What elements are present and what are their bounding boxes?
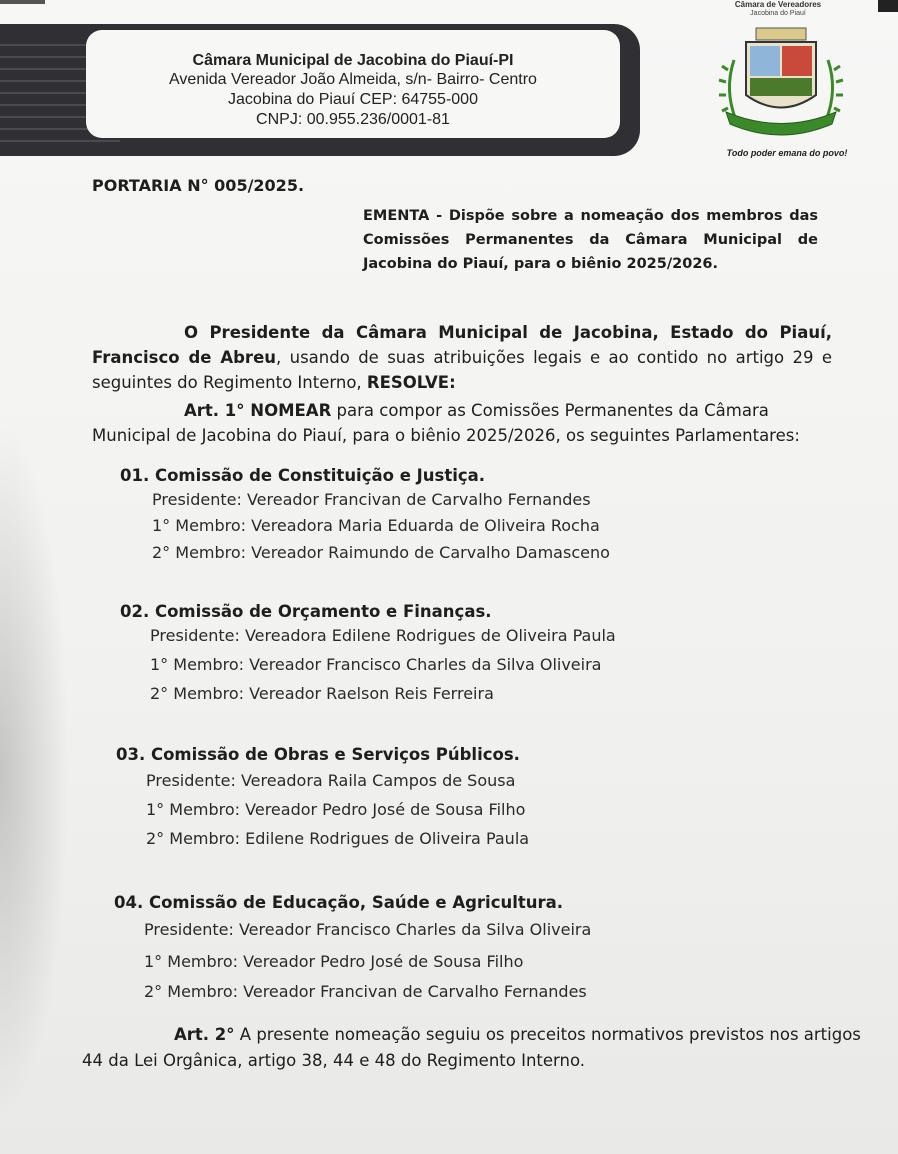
commission-member: 2° Membro: Vereador Raelson Reis Ferreira [150, 684, 494, 703]
institution-cnpj: CNPJ: 00.955.236/0001-81 [256, 111, 450, 128]
ementa: EMENTA - Dispõe sobre a nomeação dos membros das Comissões Permanentes da Câmara Municipal de Jacobina do Piauí, para o biênio 2025/2026. [363, 208, 818, 272]
commission-title: 04. Comissão de Educação, Saúde e Agricultura. [114, 893, 564, 912]
crest-subtitle: Jacobina do Piauí [750, 10, 806, 17]
commission-member: 2° Membro: Vereador Raimundo de Carvalho Damasceno [152, 543, 610, 562]
commission-member: 1° Membro: Vereador Francisco Charles da Silva Oliveira [150, 655, 602, 674]
laurel-left [719, 60, 736, 120]
article-1-label: Art. 1° NOMEAR [184, 401, 332, 420]
commission-member: Presidente: Vereadora Raila Campos de Sousa [146, 771, 516, 790]
page-shadow [0, 420, 70, 1120]
institution-city: Jacobina do Piauí CEP: 64755-000 [228, 91, 478, 108]
laurel-right [826, 60, 843, 120]
commission-member: 2° Membro: Vereador Francivan de Carvalho Fernandes [144, 982, 587, 1001]
commission-member: 1° Membro: Vereador Pedro José de Sousa Filho [144, 952, 524, 971]
preamble-bold: O Presidente da Câmara Municipal de Jacobina, Estado do Piauí, [184, 323, 832, 342]
coat-of-arms-icon [706, 0, 856, 165]
institution-name: Câmara Municipal de Jacobina do Piauí-PI [192, 52, 514, 69]
commission-member: Presidente: Vereadora Edilene Rodrigues de Oliveira Paula [150, 626, 616, 645]
commission-member: 1° Membro: Vereadora Maria Eduarda de Oliveira Rocha [152, 516, 600, 535]
institution-address: Avenida Vereador João Almeida, s/n- Bairro- Centro [169, 71, 537, 88]
article-2-label: Art. 2° [174, 1025, 235, 1044]
preamble-text: , usando de suas atribuições legais e ao contido no artigo 29 e seguintes do Regimento Interno, [92, 348, 832, 392]
resolve-word: RESOLVE: [366, 373, 456, 392]
president-name: Francisco de Abreu [92, 348, 277, 367]
corner-mark [878, 0, 898, 12]
preamble-paragraph [92, 320, 832, 395]
commission-title: 01. Comissão de Constituição e Justiça. [120, 466, 486, 485]
article-1 [92, 398, 832, 448]
commission-member: Presidente: Vereador Francivan de Carvalho Fernandes [152, 490, 591, 509]
crest-motto: Todo poder emana do povo! [726, 148, 848, 158]
article-2-text: A presente nomeação seguiu os preceitos normativos previstos nos artigos 44 da Lei Orgânica, artigo 38, 44 e 48 do Regimento Interno. [82, 1025, 861, 1070]
crest-title: Câmara de Vereadores [734, 0, 822, 9]
commission-member: 2° Membro: Edilene Rodrigues de Oliveira Paula [146, 829, 530, 848]
top-edge-mark [0, 0, 45, 4]
commission-member: Presidente: Vereador Francisco Charles da Silva Oliveira [144, 920, 592, 939]
article-2 [82, 1022, 872, 1074]
commission-title: 02. Comissão de Orçamento e Finanças. [120, 602, 492, 621]
commission-title: 03. Comissão de Obras e Serviços Públicos. [116, 745, 520, 764]
commission-member: 1° Membro: Vereador Pedro José de Sousa Filho [146, 800, 526, 819]
letterhead-box [86, 30, 620, 138]
article-1-text: para compor as Comissões Permanentes da Câmara Municipal de Jacobina do Piauí, para o biênio 2025/2026, os seguintes Parlamentares: [92, 401, 800, 445]
portaria-number: PORTARIA N° 005/2025. [92, 176, 305, 195]
